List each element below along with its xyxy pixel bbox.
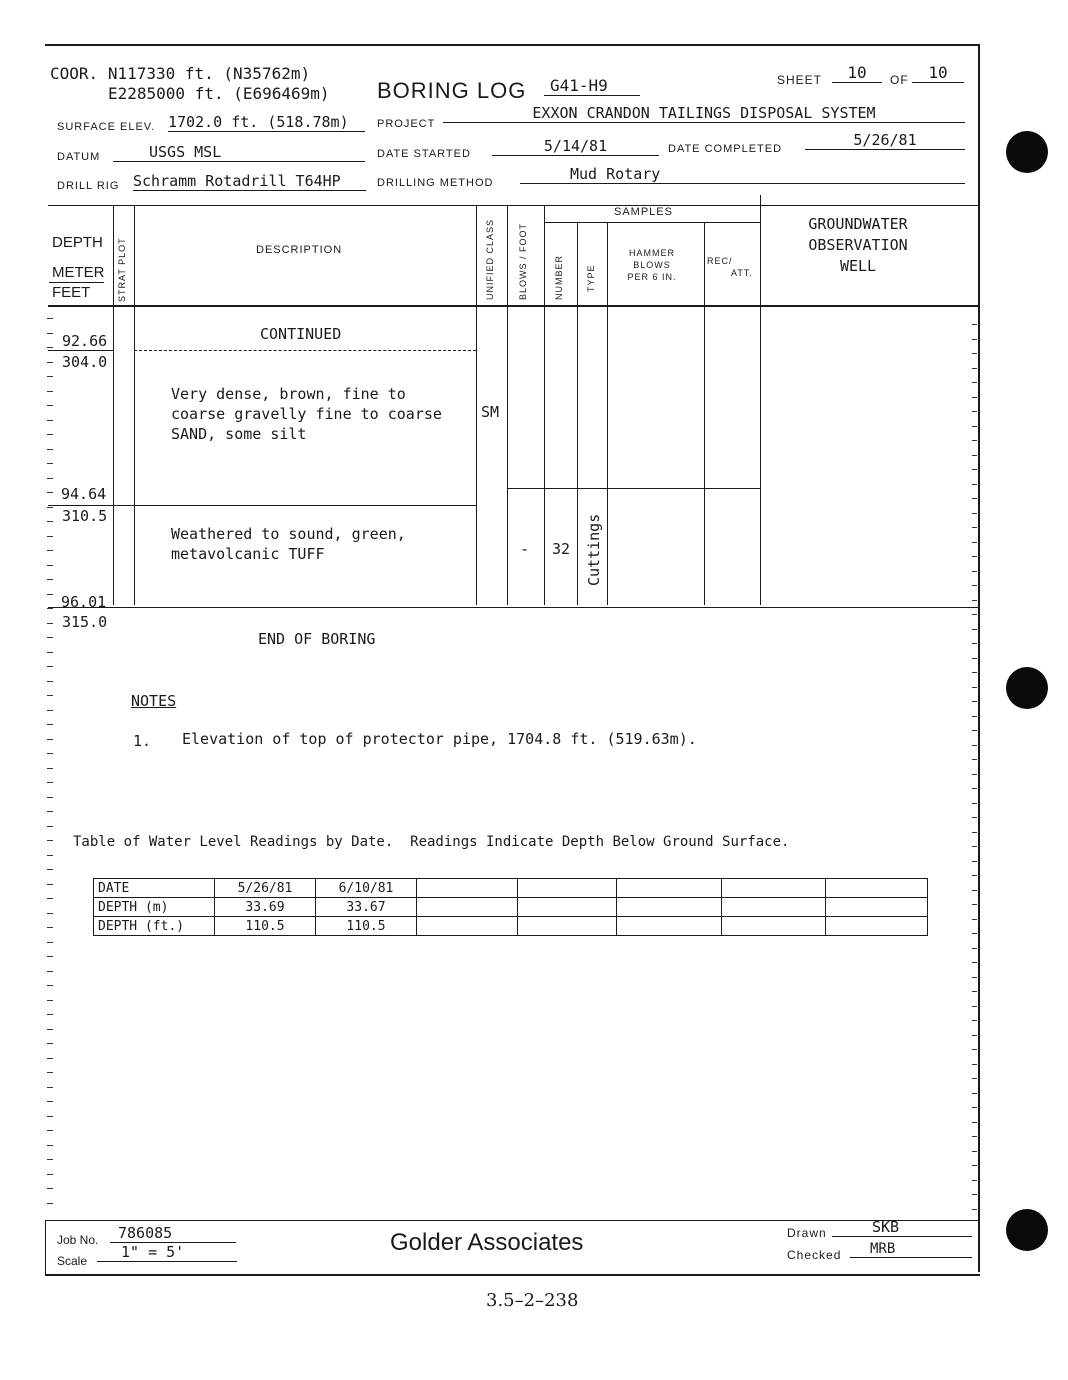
scale-tick-left <box>47 724 53 725</box>
scale-tick-left <box>47 637 53 638</box>
table-cell <box>518 879 617 898</box>
coor-north: N117330 ft. (N35762m) <box>107 64 311 83</box>
scale-label: Scale <box>57 1254 88 1268</box>
col-strat-plot-label: STRAT PLOT <box>117 237 127 302</box>
scale-tick-right <box>972 411 977 412</box>
scale-tick-right <box>972 1064 977 1065</box>
scale-value: 1" = 5' <box>97 1243 237 1262</box>
table-cell: 33.69 <box>215 898 316 917</box>
col-rec-label: REC/ <box>707 256 733 266</box>
scale-tick-left <box>47 1203 53 1204</box>
scale-tick-right <box>972 527 977 528</box>
layer-2-sample-type: Cuttings <box>585 513 603 586</box>
scale-tick-right <box>972 803 977 804</box>
scale-tick-right <box>972 861 977 862</box>
hammer-line-3: PER 6 IN. <box>627 272 677 282</box>
sheet-label: SHEET <box>777 73 823 87</box>
date-started-value: 5/14/81 <box>492 137 659 156</box>
scale-tick-left <box>47 942 53 943</box>
layer-1-description <box>171 384 442 444</box>
sheet-total: 10 <box>912 63 964 83</box>
scale-tick-left <box>47 1159 53 1160</box>
scale-tick-left <box>47 608 53 609</box>
drilling-method-label: DRILLING METHOD <box>377 177 494 189</box>
table-cell: 110.5 <box>215 917 316 936</box>
project-value: EXXON CRANDON TAILINGS DISPOSAL SYSTEM <box>443 104 965 123</box>
scale-tick-left <box>47 956 53 957</box>
scale-tick-right <box>972 1165 977 1166</box>
scale-tick-right <box>972 368 977 369</box>
continued-label: CONTINUED <box>260 325 342 343</box>
frame-top-line <box>45 44 979 46</box>
col-depth-label: DEPTH <box>52 234 103 251</box>
drill-rig-value: Schramm Rotadrill T64HP <box>133 172 366 191</box>
scale-tick-right <box>972 643 977 644</box>
scale-tick-right <box>972 1136 977 1137</box>
scale-tick-right <box>972 948 977 949</box>
col-unified-class-label: UNIFIED CLASS <box>485 218 495 300</box>
layer-1-line-1: Very dense, brown, fine to <box>171 385 406 403</box>
scale-tick-left <box>47 565 53 566</box>
job-no-label: Job No. <box>57 1233 99 1247</box>
frame-right-line <box>978 44 980 1272</box>
col-type-label: TYPE <box>586 264 596 292</box>
scale-tick-right <box>972 817 977 818</box>
depth-1-meters: 92.66 <box>62 332 108 350</box>
drawn-label: Drawn <box>787 1226 827 1240</box>
water-level-table <box>93 878 928 936</box>
scale-tick-right <box>972 1194 977 1195</box>
scale-tick-right <box>972 1078 977 1079</box>
depth-2-feet: 310.5 <box>62 507 108 525</box>
table-cell <box>826 879 928 898</box>
date-completed-label: DATE COMPLETED <box>668 143 783 155</box>
checked-label: Checked <box>787 1248 842 1262</box>
notes-heading: NOTES <box>131 692 177 710</box>
scale-tick-right <box>972 846 977 847</box>
col-groundwater-label <box>793 214 923 277</box>
scale-tick-right <box>972 614 977 615</box>
coor-label: COOR. <box>50 64 99 83</box>
table-cell <box>417 917 518 936</box>
scale-tick-right <box>972 469 977 470</box>
water-table-caption: Table of Water Level Readings by Date. Readings Indicate Depth Below Ground Surface. <box>73 834 790 850</box>
scale-tick-left <box>47 434 53 435</box>
scale-tick-left <box>47 869 53 870</box>
scale-tick-right <box>972 1093 977 1094</box>
scale-tick-right <box>972 991 977 992</box>
scale-tick-left <box>47 1072 53 1073</box>
gw-line-1: GROUNDWATER <box>808 215 908 233</box>
table-cell <box>617 917 722 936</box>
col-line-type <box>577 222 578 605</box>
date-completed-value: 5/26/81 <box>805 131 965 150</box>
scale-tick-right <box>972 1020 977 1021</box>
drill-rig-label: DRILL RIG <box>57 180 120 192</box>
scale-tick-right <box>972 629 977 630</box>
page-title: BORING LOG <box>377 78 527 103</box>
table-cell <box>826 917 928 936</box>
table-cell <box>722 917 826 936</box>
scale-tick-right <box>972 382 977 383</box>
scale-tick-right <box>972 600 977 601</box>
layer-1-line-3: SAND, some silt <box>171 425 307 443</box>
scale-tick-right <box>972 353 977 354</box>
end-line <box>48 607 978 608</box>
scale-tick-right <box>972 672 977 673</box>
scale-tick-left <box>47 782 53 783</box>
scale-tick-left <box>47 666 53 667</box>
scale-tick-left <box>47 536 53 537</box>
scale-tick-right <box>972 397 977 398</box>
layer-2-blows: - <box>520 540 530 558</box>
scale-tick-left <box>47 521 53 522</box>
column-header-bottom-line <box>48 305 978 307</box>
scale-tick-left <box>47 550 53 551</box>
surface-elev-value: 1702.0 ft. (518.78m) <box>168 113 365 132</box>
table-cell <box>826 898 928 917</box>
of-label: OF <box>890 73 909 87</box>
layer-1-unified-class: SM <box>481 403 500 421</box>
col-hammer-label <box>622 247 682 283</box>
punch-hole-middle <box>1006 667 1048 709</box>
col-feet-label: FEET <box>52 284 91 301</box>
scale-tick-left <box>47 753 53 754</box>
scale-tick-right <box>972 426 977 427</box>
page-code: 3.5–2–238 <box>486 1290 579 1311</box>
project-label: PROJECT <box>377 118 436 130</box>
table-cell <box>722 898 826 917</box>
scale-tick-left <box>47 333 53 334</box>
scale-tick-right <box>972 933 977 934</box>
scale-tick-left <box>47 840 53 841</box>
scale-tick-right <box>972 658 977 659</box>
scale-tick-left <box>47 1000 53 1001</box>
scale-tick-left <box>47 405 53 406</box>
scale-tick-right <box>972 440 977 441</box>
scale-tick-right <box>972 585 977 586</box>
scale-tick-left <box>47 710 53 711</box>
scale-tick-left <box>47 420 53 421</box>
scale-tick-left <box>47 1043 53 1044</box>
scale-tick-right <box>972 716 977 717</box>
layer-1-line-2: coarse gravelly fine to coarse <box>171 405 442 423</box>
scale-tick-left <box>47 971 53 972</box>
col-samples-label: SAMPLES <box>614 206 673 218</box>
scale-tick-left <box>47 652 53 653</box>
table-cell: 5/26/81 <box>215 879 316 898</box>
sample-boundary <box>507 488 760 489</box>
drilling-method-value: Mud Rotary <box>520 165 965 184</box>
col-line-number <box>544 205 545 605</box>
scale-tick-right <box>972 774 977 775</box>
table-cell <box>417 898 518 917</box>
checked-value: MRB <box>850 1241 972 1258</box>
gw-line-3: WELL <box>839 257 877 275</box>
scale-tick-right <box>972 687 977 688</box>
scale-tick-right <box>972 788 977 789</box>
hammer-line-2: BLOWS <box>633 260 671 270</box>
depth-line-1 <box>48 350 113 351</box>
depth-3-meters: 96.01 <box>61 593 107 611</box>
layer-2-line-1: Weathered to sound, green, <box>171 525 406 543</box>
scale-tick-right <box>972 1122 977 1123</box>
layer-2-description <box>171 524 406 564</box>
note-1-number: 1. <box>133 732 152 750</box>
scale-tick-right <box>972 1151 977 1152</box>
table-cell: 110.5 <box>316 917 417 936</box>
scale-tick-left <box>47 1130 53 1131</box>
col-line-desc <box>134 205 135 605</box>
table-row <box>94 917 928 936</box>
table-cell: 33.67 <box>316 898 417 917</box>
scale-tick-right <box>972 484 977 485</box>
table-cell <box>617 879 722 898</box>
layer-2-sample-number: 32 <box>552 540 571 558</box>
table-cell <box>617 898 722 917</box>
datum-label: DATUM <box>57 151 101 163</box>
scale-tick-right <box>972 339 977 340</box>
scale-tick-left <box>47 1014 53 1015</box>
date-started-label: DATE STARTED <box>377 148 471 160</box>
col-line-gw <box>760 195 761 605</box>
scale-tick-right <box>972 962 977 963</box>
col-meter-label: METER <box>52 264 105 281</box>
scale-tick-left <box>47 362 53 363</box>
punch-hole-bottom <box>1006 1209 1048 1251</box>
scale-tick-left <box>47 376 53 377</box>
scale-tick-right <box>972 1209 977 1210</box>
col-description-label: DESCRIPTION <box>256 244 343 256</box>
frame-bottom-line <box>45 1274 980 1276</box>
scale-tick-left <box>47 594 53 595</box>
scale-tick-left <box>47 985 53 986</box>
depth-3-feet: 315.0 <box>62 613 108 631</box>
scale-tick-left <box>47 507 53 508</box>
row-label-date: DATE <box>94 879 215 898</box>
scale-tick-left <box>47 579 53 580</box>
scale-tick-right <box>972 542 977 543</box>
coordinates <box>50 64 310 83</box>
scale-tick-left <box>47 318 53 319</box>
scale-tick-left <box>47 1188 53 1189</box>
sheet-number: 10 <box>832 63 882 83</box>
col-line-hammer <box>607 222 608 605</box>
scale-tick-left <box>47 1058 53 1059</box>
scale-tick-right <box>972 498 977 499</box>
scale-tick-left <box>47 811 53 812</box>
scale-tick-left <box>47 884 53 885</box>
scale-tick-right <box>972 556 977 557</box>
scale-tick-right <box>972 1035 977 1036</box>
scale-tick-left <box>47 739 53 740</box>
scale-tick-left <box>47 855 53 856</box>
scale-tick-right <box>972 1049 977 1050</box>
table-row <box>94 879 928 898</box>
table-cell <box>417 879 518 898</box>
row-label-depth-m: DEPTH (m) <box>94 898 215 917</box>
col-line-blows <box>507 205 508 605</box>
scale-tick-left <box>47 1116 53 1117</box>
scale-tick-left <box>47 826 53 827</box>
scale-tick-right <box>972 513 977 514</box>
depth-unit-divider <box>49 282 104 283</box>
layer-boundary-2 <box>48 505 476 506</box>
company-name: Golder Associates <box>390 1229 584 1256</box>
punch-hole-top <box>1006 131 1048 173</box>
scale-tick-left <box>47 927 53 928</box>
row-label-depth-ft: DEPTH (ft.) <box>94 917 215 936</box>
scale-tick-left <box>47 913 53 914</box>
scale-tick-right <box>972 759 977 760</box>
table-cell <box>722 879 826 898</box>
scale-tick-right <box>972 832 977 833</box>
hammer-line-1: HAMMER <box>629 248 675 258</box>
scale-tick-right <box>972 701 977 702</box>
datum-value: USGS MSL <box>113 143 365 162</box>
scale-tick-right <box>972 455 977 456</box>
scale-tick-left <box>47 695 53 696</box>
note-1-text: Elevation of top of protector pipe, 1704.8 ft. (519.63m). <box>182 730 697 748</box>
scale-tick-left <box>47 492 53 493</box>
scale-tick-right <box>972 1006 977 1007</box>
scale-tick-right <box>972 1180 977 1181</box>
scale-tick-right <box>972 904 977 905</box>
job-no-value: 786085 <box>110 1224 236 1243</box>
surface-elev-label: SURFACE ELEV. <box>57 121 156 133</box>
scale-tick-left <box>47 1029 53 1030</box>
scale-tick-left <box>47 449 53 450</box>
scale-tick-right <box>972 745 977 746</box>
col-line-rec <box>704 222 705 605</box>
scale-tick-right <box>972 730 977 731</box>
scale-tick-right <box>972 1107 977 1108</box>
scale-tick-left <box>47 463 53 464</box>
drawn-value: SKB <box>832 1218 972 1237</box>
scale-tick-left <box>47 797 53 798</box>
scale-tick-left <box>47 478 53 479</box>
col-att-label: ATT. <box>731 268 753 278</box>
scale-tick-left <box>47 768 53 769</box>
coor-east: E2285000 ft. (E696469m) <box>108 84 330 103</box>
scale-tick-right <box>972 875 977 876</box>
table-cell <box>518 917 617 936</box>
col-blows-foot-label: BLOWS / FOOT <box>518 222 528 300</box>
scale-tick-left <box>47 623 53 624</box>
scale-tick-left <box>47 1145 53 1146</box>
scale-tick-right <box>972 977 977 978</box>
footer-left-line <box>45 1220 46 1274</box>
depth-1-feet: 304.0 <box>62 353 108 371</box>
table-cell: 6/10/81 <box>316 879 417 898</box>
scale-tick-left <box>47 681 53 682</box>
col-number-label: NUMBER <box>554 254 564 300</box>
scale-tick-left <box>47 347 53 348</box>
boring-id: G41-H9 <box>544 76 640 96</box>
gw-line-2: OBSERVATION <box>808 236 908 254</box>
scale-tick-right <box>972 890 977 891</box>
table-row <box>94 898 928 917</box>
scale-tick-left <box>47 391 53 392</box>
scale-tick-left <box>47 1101 53 1102</box>
layer-boundary-1 <box>134 350 476 351</box>
scale-tick-left <box>47 1174 53 1175</box>
scale-tick-left <box>47 898 53 899</box>
col-line-class <box>476 205 477 605</box>
table-cell <box>518 898 617 917</box>
scale-tick-right <box>972 324 977 325</box>
depth-2-meters: 94.64 <box>61 485 107 503</box>
scale-tick-left <box>47 1087 53 1088</box>
end-of-boring: END OF BORING <box>258 630 376 648</box>
column-header-top-line <box>48 205 978 206</box>
layer-2-line-2: metavolcanic TUFF <box>171 545 325 563</box>
scale-tick-right <box>972 919 977 920</box>
col-line-strat <box>113 205 114 605</box>
scale-tick-right <box>972 571 977 572</box>
